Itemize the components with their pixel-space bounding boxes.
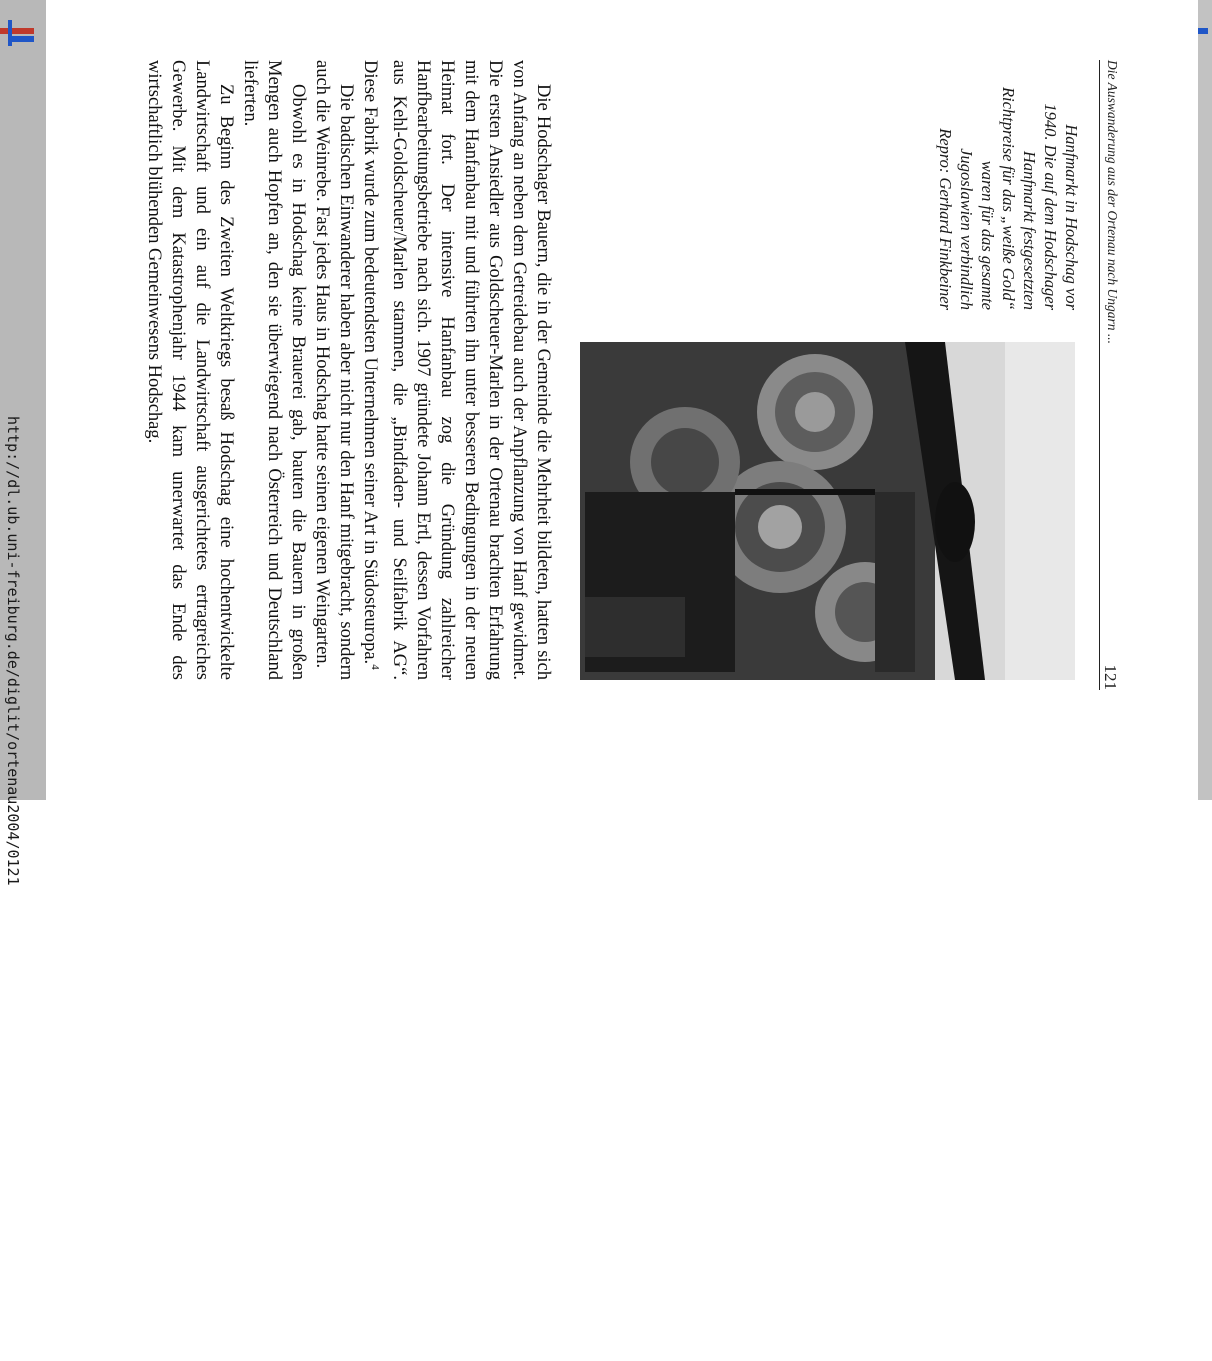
caption-line: waren für das gesamte [978,160,997,310]
photo-illustration [580,342,1075,680]
caption-credit: Repro: Gerhard Finkbeiner [936,128,955,310]
footnote-ref: 4 [369,664,381,670]
source-url[interactable]: http://dl.ub.uni-freiburg.de/diglit/ortenau2004/0121 [4,416,22,886]
caption-line: Jugoslawien verbindlich [957,148,976,310]
copyright-note [0,561,3,1361]
paragraph: Zu Beginn des Zweiten Weltkriegs besaß Hodschag eine hochentwickelte Landwirtschaft und ein auf die Landwirtschaft ausgerichtetes ertragreiches Gewerbe. Mit dem Katastrophenjahr 1944 kam unerwartet das Ende des wirtschaftlich blühenden Gemeinwesens Hodschag. [143,60,236,680]
scan-color-marker [8,20,12,46]
caption-line: Hanfmarkt festgesetzten [1020,150,1039,310]
photo-caption [935,60,1082,310]
running-head: Die Auswanderung aus der Ortenau nach Ungarn ... [1105,60,1120,344]
paragraph: Die badischen Einwanderer haben aber nicht nur den Hanf mitgebracht, sondern auch die Weinrebe. Fast jedes Haus in Hodschag hatte seinen eigenen Weingarten. [311,60,356,680]
scan-color-marker [0,28,34,34]
scan-color-marker [10,36,34,42]
viewer-right-margin [1198,0,1212,800]
page-number: 121 [1101,664,1120,690]
caption-line: Hanfmarkt in Hodschag vor [1062,124,1081,310]
paragraph: Obwohl es in Hodschag keine Brauerei gab, bauten die Bauern in großen Mengen auch Hopfen an, den sie überwiegend nach Österreich und Deutschland lieferten. [239,60,308,680]
article-body [142,60,555,680]
caption-line: Richtpreise für das „weiße Gold“ [999,86,1018,310]
hemp-market-photo [580,342,1075,680]
paragraph [358,60,555,680]
book-page [120,60,1120,700]
header-rule [1099,60,1100,690]
caption-line: 1940. Die auf dem Hodschager [1041,103,1060,310]
paragraph-text: Die Hodschager Bauern, die in der Gemeinde die Mehrheit bildeten, hatten sich von Anfang an neben dem Getreidebau auch der Anpflanzung von Hanf gewidmet. Die ersten Ansiedler aus Goldscheuer-Marlen in der Ortenau brachten Erfahrung mit dem Hanfanbau mit und führten ihn unter besseren Bedingungen in der neuen Heimat fort. Der intensive Hanfanbau zog die Gründung zahlreicher Hanfbearbeitungsbetriebe nach sich. 1907 gründete Johann Ertl, dessen Vorfahren aus Kehl-Goldscheuer/Marlen stammen, die „Bindfaden- und Seilfabrik AG“. Diese Fabrik wurde zum bedeutendsten Unternehmen seiner Art in Südosteuropa. [359,60,553,680]
scan-color-marker [1198,28,1208,34]
